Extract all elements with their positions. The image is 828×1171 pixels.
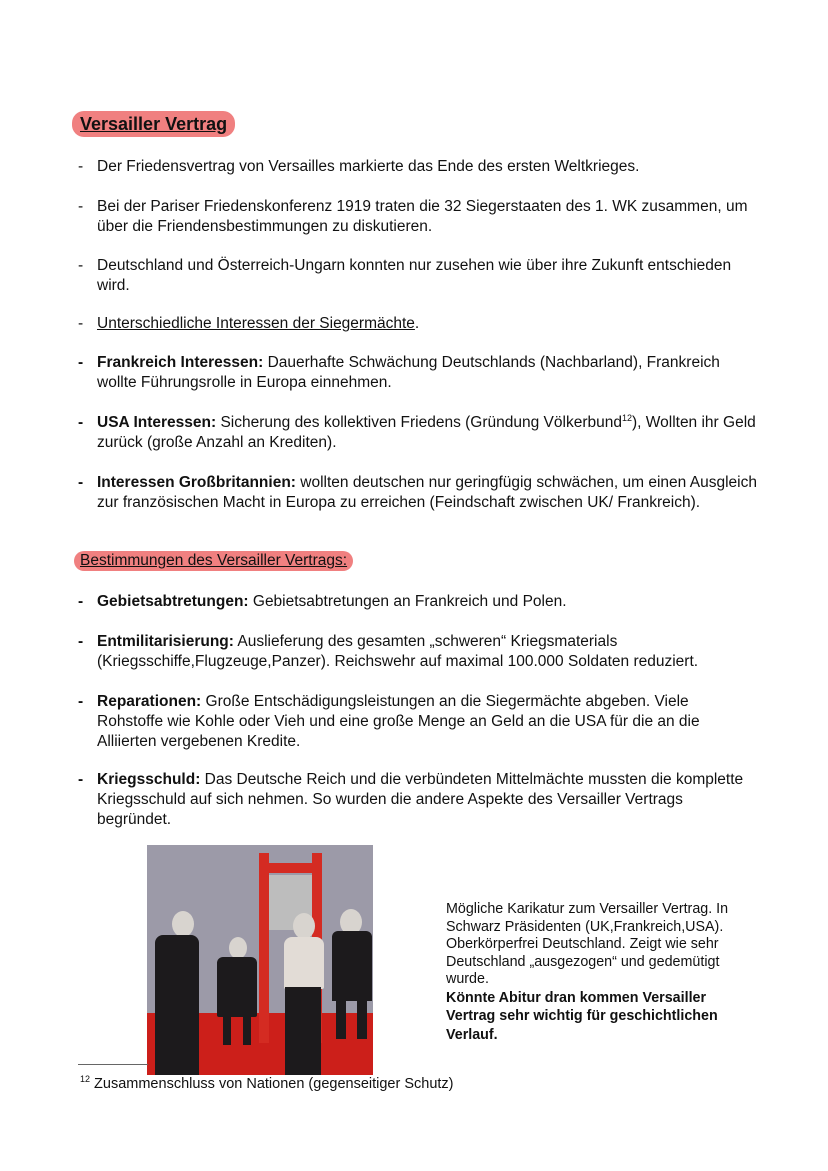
list-item: [78, 157, 758, 177]
bullet-dash: -: [78, 198, 84, 215]
list-item-france: - Frankreich Interessen: Dauerhafte Schwächung Deutschlands (Nachbarland), Frankreich wollte Führungsrolle in Europa einnehmen.: [78, 354, 720, 391]
caption-text: Mögliche Karikatur zum Versailler Vertrag. In Schwarz Präsidenten (UK,Frankreich,USA). Oberkörperfrei Deutschland. Zeigt wie sehr Deutschland „ausgezogen“ und gedemütigt wurde.: [446, 901, 729, 987]
footnote-divider: [78, 1064, 148, 1065]
page-title: Versailler Vertrag: [72, 111, 235, 137]
guillotine-post-left: [259, 853, 269, 1043]
bullet-dash: -: [78, 771, 84, 788]
bullet-dash: -: [78, 414, 84, 431]
item-label: Kriegsschuld:: [97, 771, 201, 788]
list-item: [78, 197, 758, 237]
provision-item: - Gebietsabtretungen: Gebietsabtretungen an Frankreich und Polen.: [78, 593, 567, 610]
underlined-heading: Unterschiedliche Interessen der Siegermächte: [97, 315, 415, 332]
guillotine-crossbar: [259, 863, 322, 873]
provision-item: - Reparationen: Große Entschädigungsleistungen an die Siegermächte abgeben. Viele Rohstoffe wie Kohle oder Vieh und eine große Menge an Geld an die USA für die an die Alliierten vergebenen Kredite.: [78, 693, 700, 750]
item-label: Frankreich Interessen:: [97, 354, 264, 371]
bullet-dash: -: [78, 315, 84, 332]
figure-usa: [332, 931, 372, 1001]
item-text: Der Friedensvertrag von Versailles markierte das Ende des ersten Weltkrieges.: [97, 158, 640, 175]
bullet-dash: -: [78, 593, 84, 610]
list-item-usa: - USA Interessen: Sicherung des kollektiven Friedens (Gründung Völkerbund$^{12}$), Wollten ihr Geld zurück (große Anzahl an Krediten).: [78, 412, 756, 451]
figure-germany: [284, 937, 324, 989]
bullet-dash: -: [78, 158, 84, 175]
figure-head: [229, 937, 247, 959]
figure-head: [293, 913, 315, 939]
item-text: Bei der Pariser Friedenskonferenz 1919 traten die 32 Siegerstaaten des 1. WK zusammen, um über die Friendensbestimmungen zu diskutieren.: [97, 198, 748, 235]
provision-item: - Kriegsschuld: Das Deutsche Reich und die verbündeten Mittelmächte mussten die komplette Kriegsschuld auf sich nehmen. So wurden die andere Aspekte des Versailler Vertrags begründet.: [78, 771, 744, 828]
item-label: Entmilitarisierung:: [97, 633, 234, 650]
item-label: Interessen Großbritannien:: [97, 474, 296, 491]
bullet-dash: -: [78, 474, 84, 491]
footnote-text: Zusammenschluss von Nationen (gegenseitiger Schutz): [90, 1076, 454, 1092]
bullet-dash: -: [78, 354, 84, 371]
item-label: Gebietsabtretungen:: [97, 593, 249, 610]
item-label: USA Interessen:: [97, 414, 217, 431]
list-item: [78, 256, 758, 296]
footnote-number: 12: [80, 1074, 91, 1085]
section-subheading: Bestimmungen des Versailler Vertrags:: [74, 551, 353, 571]
list-item: - Unterschiedliche Interessen der Siegermächte.: [78, 315, 420, 332]
item-text: Deutschland und Österreich-Ungarn konnten nur zusehen wie über ihre Zukunft entschieden wird.: [97, 257, 732, 294]
footnote-ref[interactable]: 12: [621, 412, 632, 423]
image-caption: [446, 901, 756, 1044]
bullet-dash: -: [78, 693, 84, 710]
bullet-dash: -: [78, 257, 84, 274]
figure-head: [172, 911, 194, 937]
figure-france: [217, 957, 257, 1017]
cartoon-image: [147, 845, 373, 1075]
item-label: Reparationen:: [97, 693, 202, 710]
list-item-uk: - Interessen Großbritannien: wollten deutschen nur geringfügig schwächen, um einen Ausgleich zur französischen Macht in Europa zu erreichen (Feindschaft zwischen UK/ Frankreich).: [78, 474, 757, 511]
bullet-dash: -: [78, 633, 84, 650]
figure-uk: [155, 935, 199, 1075]
caption-note: Könnte Abitur dran kommen Versailler Vertrag sehr wichtig für geschichtlichen Verlauf.: [446, 989, 718, 1043]
provision-item: - Entmilitarisierung: Auslieferung des gesamten „schweren“ Kriegsmaterials (Kriegsschiffe,Flugzeuge,Panzer). Reichswehr auf maximal 100.000 Soldaten reduziert.: [78, 633, 699, 670]
footnote: [80, 1075, 454, 1093]
